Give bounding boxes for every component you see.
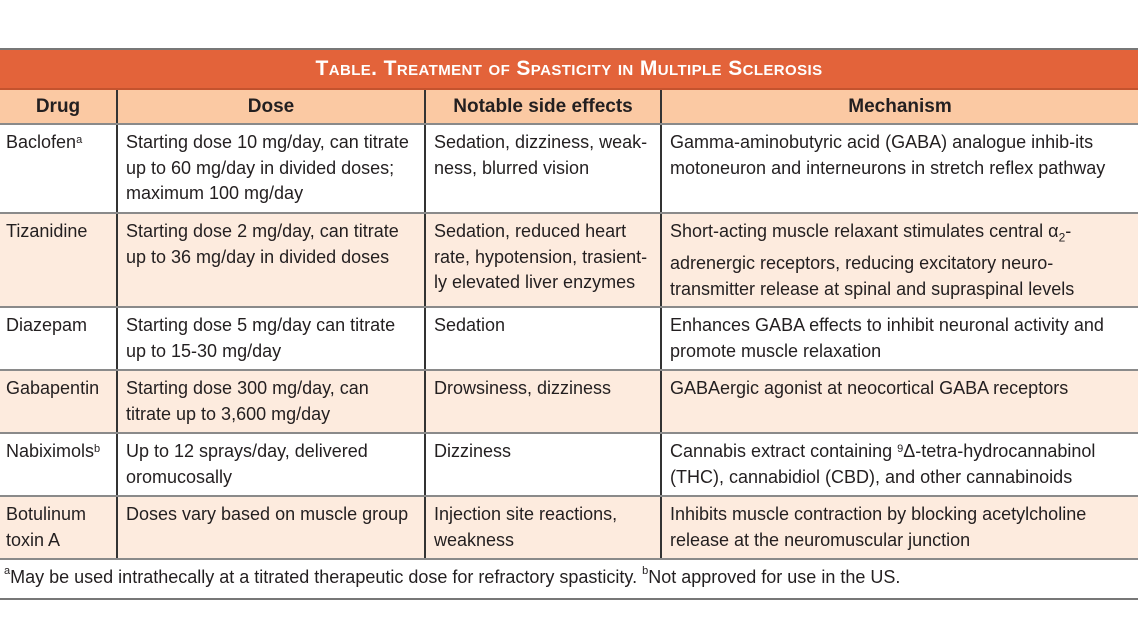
- side-effects-cell: Sedation, dizziness, weak-ness, blurred vision: [425, 124, 661, 213]
- dose-cell: Up to 12 sprays/day, delivered oromucosally: [117, 433, 425, 496]
- drug-cell: Nabiximols$^b$: [0, 433, 117, 496]
- dose-cell: Starting dose 2 mg/day, can titrate up to 36 mg/day in divided doses: [117, 213, 425, 307]
- drug-cell: Gabapentin: [0, 370, 117, 433]
- header-dose: Dose: [117, 90, 425, 124]
- side-effects-cell: Sedation, reduced heart rate, hypotension, trasient-ly elevated liver enzymes: [425, 213, 661, 307]
- table-row: [0, 433, 1138, 496]
- treatment-table: [0, 50, 1138, 600]
- side-effects-cell: Injection site reactions, weakness: [425, 496, 661, 559]
- drug-cell: Baclofen$^a$: [0, 124, 117, 213]
- header-drug: Drug: [0, 90, 117, 124]
- drug-cell: Botulinum toxin A: [0, 496, 117, 559]
- mechanism-cell: Inhibits muscle contraction by blocking acetylcholine release at the neuromuscular junction: [661, 496, 1138, 559]
- mechanism-cell: Enhances GABA effects to inhibit neuronal activity and promote muscle relaxation: [661, 307, 1138, 370]
- table-title: Table. Treatment of Spasticity in Multiple Sclerosis: [0, 50, 1138, 90]
- mechanism-cell: GABAergic agonist at neocortical GABA receptors: [661, 370, 1138, 433]
- table-footnote: $^a$May be used intrathecally at a titrated therapeutic dose for refractory spasticity. $^b$Not approved for use in the US.: [0, 560, 1138, 600]
- footnote-marker: b: [94, 443, 101, 456]
- dose-cell: Doses vary based on muscle group: [117, 496, 425, 559]
- mechanism-cell: Gamma-aminobutyric acid (GABA) analogue inhib-its motoneuron and interneurons in stretch reflex pathway: [661, 124, 1138, 213]
- side-effects-cell: Dizziness: [425, 433, 661, 496]
- mechanism-cell: Cannabis extract containing $^9$Δ-tetra-hydrocannabinol (THC), cannabidiol (CBD), and other cannabinoids: [661, 433, 1138, 496]
- header-row: [0, 90, 1138, 124]
- dose-cell: Starting dose 300 mg/day, can titrate up to 3,600 mg/day: [117, 370, 425, 433]
- footnote-marker: a: [76, 134, 83, 146]
- drug-cell: Diazepam: [0, 307, 117, 370]
- side-effects-cell: Sedation: [425, 307, 661, 370]
- dose-cell: Starting dose 10 mg/day, can titrate up to 60 mg/day in divided doses; maximum 100 mg/day: [117, 124, 425, 213]
- table-row: [0, 307, 1138, 370]
- spasticity-table: [0, 90, 1138, 560]
- table-row: [0, 370, 1138, 433]
- table-row: [0, 124, 1138, 213]
- table-row: [0, 213, 1138, 307]
- header-side-effects: Notable side effects: [425, 90, 661, 124]
- mechanism-cell: Short-acting muscle relaxant stimulates central $\alpha_2$-adrenergic receptors, reducing excitatory neuro-transmitter release at spinal and supraspinal levels: [661, 213, 1138, 307]
- drug-cell: Tizanidine: [0, 213, 117, 307]
- table-row: [0, 496, 1138, 559]
- dose-cell: Starting dose 5 mg/day can titrate up to 15-30 mg/day: [117, 307, 425, 370]
- header-mechanism: Mechanism: [661, 90, 1138, 124]
- side-effects-cell: Drowsiness, dizziness: [425, 370, 661, 433]
